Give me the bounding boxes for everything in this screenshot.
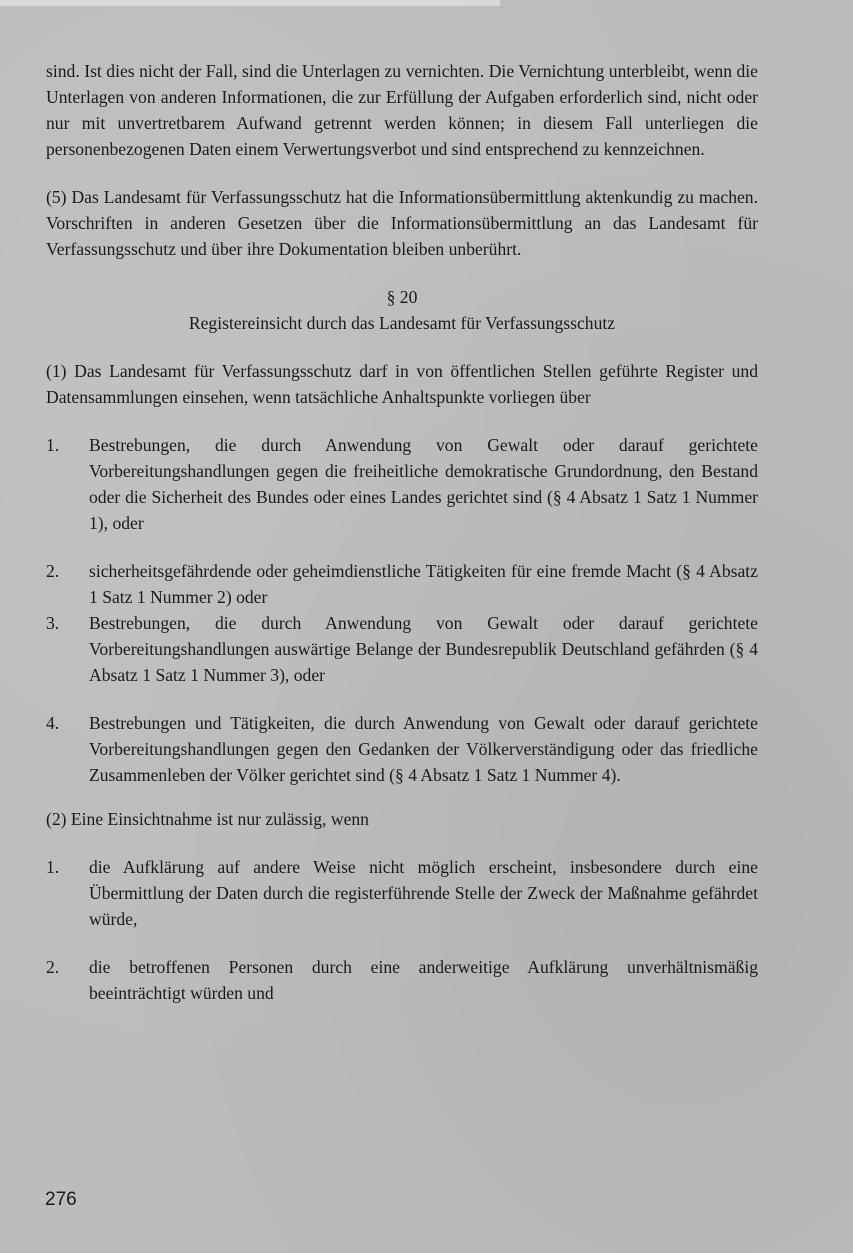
section-number: § 20 [386,287,418,307]
list-item-number: 2. [46,957,60,977]
list-item-text: Bestrebungen, die durch Anwendung von Gewalt oder darauf gerichtete Vorbereitungshandlungen auswärtige Belange der Bundesrepublik Deutschland gefährden (§ 4 Absatz 1 Satz 1 Nummer 3), oder [89,613,758,685]
list-item-number: 1. [46,857,60,877]
list-item-text: die betroffenen Personen durch eine anderweitige Aufklärung unverhältnismäßig beeinträchtigt würden und [89,957,758,1003]
list-item-number: 3. [46,613,60,633]
page-body [46,58,758,1006]
paragraph-continuation: sind. Ist dies nicht der Fall, sind die Unterlagen zu vernichten. Die Vernichtung unterbleibt, wenn die Unterlagen von anderen Informationen, die zur Erfüllung der Aufgaben erforderlich sind, nicht oder nur mit unvertretbarem Aufwand getrennt werden können; in diesem Fall unterliegen die personenbezogenen Daten einem Verwertungsverbot und sind entsprechend zu kennzeichnen. [46,61,758,159]
list-item [46,710,758,788]
list-item [46,854,758,932]
list-item-text: sicherheitsgefährdende oder geheimdienstliche Tätigkeiten für eine fremde Macht (§ 4 Absatz 1 Satz 1 Nummer 2) oder [89,561,758,607]
scan-edge [0,0,500,6]
list-item [46,432,758,536]
list-item [46,610,758,688]
paragraph-5: (5) Das Landesamt für Verfassungsschutz hat die Informationsübermittlung aktenkundig zu machen. Vorschriften in anderen Gesetzen über die Informationsübermittlung an das Landesamt für Verfassungsschutz und über ihre Dokumentation bleiben unberührt. [46,187,758,259]
subsection-2-intro: (2) Eine Einsichtnahme ist nur zulässig, wenn [46,809,369,829]
page-number: 276 [45,1189,77,1210]
list-item [46,954,758,1006]
list-item-number: 1. [46,435,60,455]
subsection-1-intro: (1) Das Landesamt für Verfassungsschutz darf in von öffentlichen Stellen geführte Register und Datensammlungen einsehen, wenn tatsächliche Anhaltspunkte vorliegen über [46,361,758,407]
list-item [46,558,758,610]
list-item-text: Bestrebungen und Tätigkeiten, die durch Anwendung von Gewalt oder darauf gerichtete Vorbereitungshandlungen gegen den Gedanken der Völkerverständigung oder das friedliche Zusammenleben der Völker gerichtet sind (§ 4 Absatz 1 Satz 1 Nummer 4). [89,713,758,785]
list-item-text: Bestrebungen, die durch Anwendung von Gewalt oder darauf gerichtete Vorbereitungshandlungen gegen die freiheitliche demokratische Grundordnung, den Bestand oder die Sicherheit des Bundes oder eines Landes gerichtet sind (§ 4 Absatz 1 Satz 1 Nummer 1), oder [89,435,758,533]
list-item-number: 4. [46,713,60,733]
section-title: Registereinsicht durch das Landesamt für Verfassungsschutz [188,313,616,333]
list-item-text: die Aufklärung auf andere Weise nicht möglich erscheint, insbesondere durch eine Übermittlung der Daten durch die registerführende Stelle der Zweck der Maßnahme gefährdet würde, [89,857,758,929]
list-item-number: 2. [46,561,60,581]
